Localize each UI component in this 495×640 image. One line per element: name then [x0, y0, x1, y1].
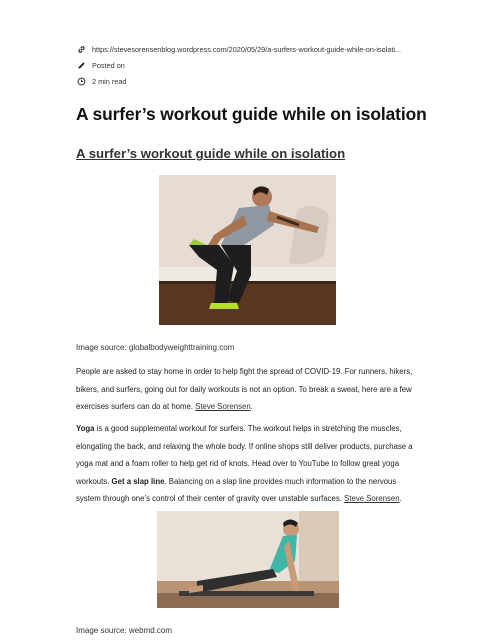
image2-caption: Image source: webmd.com	[76, 626, 173, 635]
meta-posted-row	[76, 58, 125, 72]
meta-url[interactable]: https://stevesorensenblog.wordpress.com/2020/05/29/a-surfers-workout-guide-while-on-isolati...	[92, 44, 402, 54]
workout-lunge-image	[159, 175, 336, 325]
link-icon	[76, 44, 86, 54]
yoga-pose-image	[157, 511, 339, 608]
author-link[interactable]: Steve Sorensen	[195, 402, 251, 411]
meta-read-time: 2 min read	[92, 76, 127, 86]
paragraph-2: Yoga is a good supplemental workout for surfers. The workout helps in stretching the muscles, elongating the back, and relaxing the whole body. If online shops still deliver products, purchase a yoga mat and a foam roller to help get rid of knots. Head over to YouTube to follow great yoga workouts. Get a slap line. Balancing on a slap line provides much information to the nervous system through one’s control of their center of gravity over unstable surfaces. Steve Sorensen.	[76, 424, 413, 503]
meta-readtime-row	[76, 74, 126, 88]
article-subtitle-link[interactable]: A surfer’s workout guide while on isolation	[76, 146, 346, 161]
meta-url-row[interactable]	[76, 42, 401, 56]
pencil-icon	[76, 60, 86, 70]
author-link[interactable]: Steve Sorensen	[344, 494, 400, 503]
meta-posted: Posted on	[92, 60, 125, 70]
page-title: A surfer’s workout guide while on isolation	[76, 104, 427, 124]
image1-caption: Image source: globalbodyweighttraining.com	[76, 343, 235, 352]
paragraph-1: People are asked to stay home in order to help fight the spread of COVID-19. For runners, hikers, bikers, and surfers, going out for daily workouts is not an option. To break a sweat, here are a few exercises surfers can do at home. Steve Sorensen.	[76, 367, 413, 411]
clock-icon	[76, 76, 86, 86]
